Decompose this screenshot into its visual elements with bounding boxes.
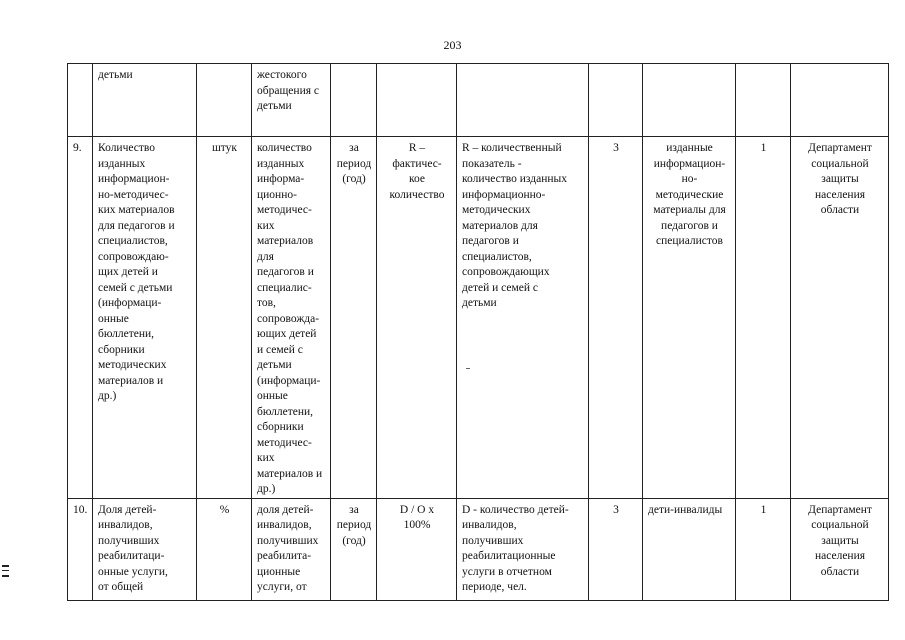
cell-definition: доля детей- инвалидов, получивших реабилита- ционные услуги, от: [252, 498, 331, 600]
table-row: [68, 137, 889, 499]
cell-method: [589, 64, 643, 137]
cell-unit: [197, 64, 252, 137]
cell-number: 9.: [68, 137, 93, 499]
cell-indicators-list: D - количество детей- инвалидов, получивших реабилитационные услуги в отчетном периоде, чел.: [457, 498, 589, 600]
cell-period: за период (год): [331, 137, 377, 499]
indicators-table: [67, 63, 889, 601]
cell-number: 10.: [68, 498, 93, 600]
cell-object: дети-инвалиды: [643, 498, 736, 600]
cell-object: [643, 64, 736, 137]
cell-number: [68, 64, 93, 137]
cell-coverage: [736, 64, 791, 137]
cell-method: 3: [589, 137, 643, 499]
cell-period: [331, 64, 377, 137]
cell-indicators-list: R – количественный показатель - количество изданных информационно- методических материалов для педагогов и специалистов, сопровождающих детей и семей с детьми: [457, 137, 589, 499]
scan-mark: [466, 368, 470, 369]
cell-indicator-name: детьми: [93, 64, 197, 137]
cell-responsible: Департамент социальной защиты населения области: [791, 498, 889, 600]
table-row: [68, 498, 889, 600]
cell-object: изданные информацион- но- методические материалы для педагогов и специалистов: [643, 137, 736, 499]
cell-unit: %: [197, 498, 252, 600]
cell-unit: штук: [197, 137, 252, 499]
cell-indicator-name: Доля детей- инвалидов, получивших реабилитаци- онные услуги, от общей: [93, 498, 197, 600]
margin-marker: [2, 565, 9, 577]
cell-indicators-list: [457, 64, 589, 137]
cell-responsible: [791, 64, 889, 137]
cell-coverage: 1: [736, 498, 791, 600]
cell-period: за период (год): [331, 498, 377, 600]
cell-formula: D / O x 100%: [377, 498, 457, 600]
page-number: 203: [443, 38, 462, 52]
cell-responsible: Департамент социальной защиты населения области: [791, 137, 889, 499]
cell-definition: количество изданных информа- ционно- методичес- ких материалов для педагогов и специалис- тов, сопровожда- ющих детей и семей с детьми (информаци- онные бюллетени, сборники методичес- ких материалов и др.): [252, 137, 331, 499]
cell-method: 3: [589, 498, 643, 600]
table-row: [68, 64, 889, 137]
cell-coverage: 1: [736, 137, 791, 499]
cell-indicator-name: Количество изданных информацион- но-методичес- ких материалов для педагогов и специалистов, сопровождаю- щих детей и семей с детьми (информаци- онные бюллетени, сборники методических материалов и др.): [93, 137, 197, 499]
cell-formula: R – фактичес- кое количество: [377, 137, 457, 499]
cell-formula: [377, 64, 457, 137]
cell-definition: жестокого обращения с детьми: [252, 64, 331, 137]
